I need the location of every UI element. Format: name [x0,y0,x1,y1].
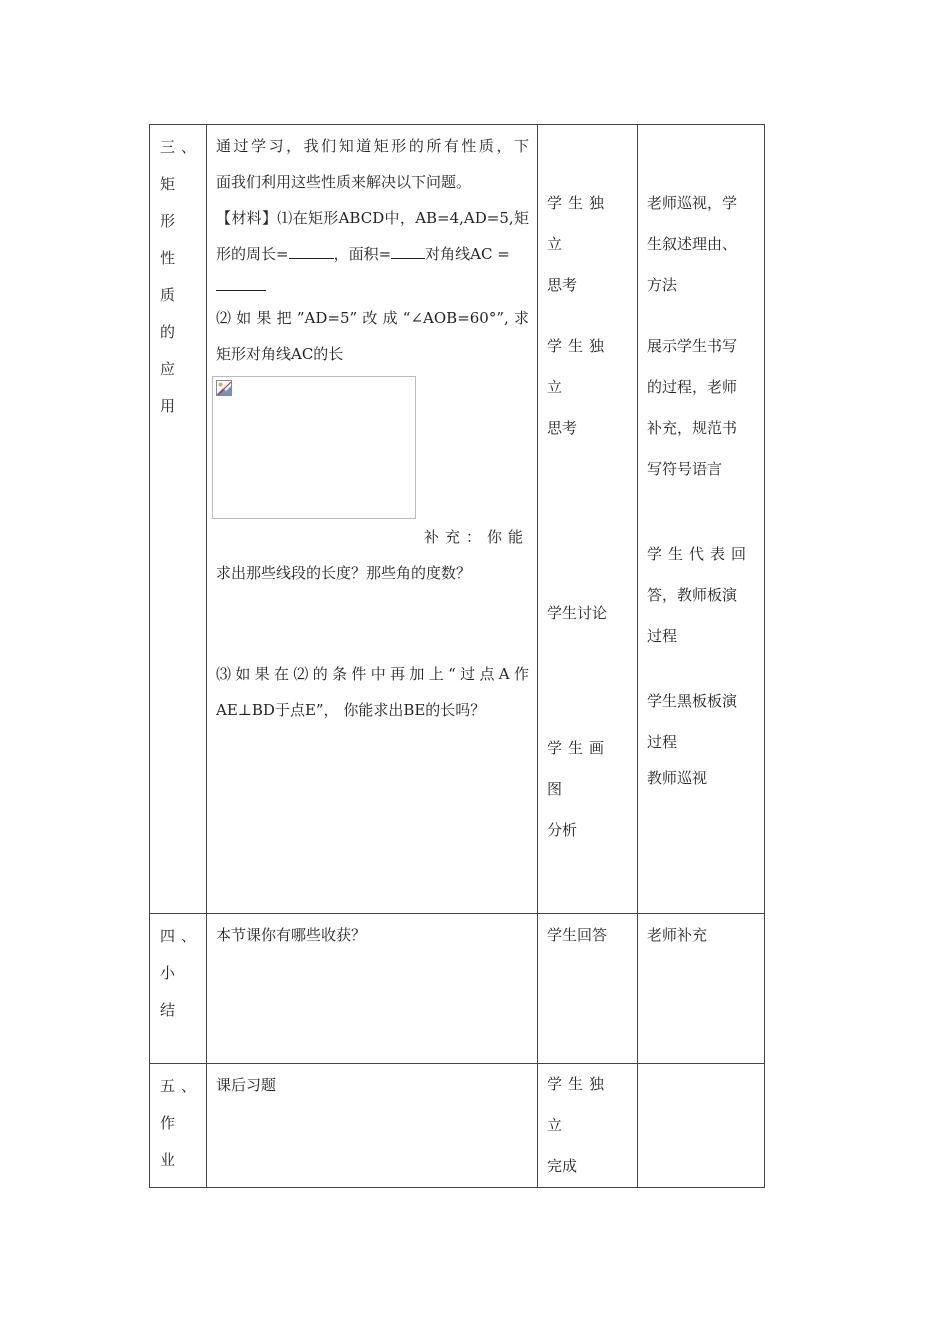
stage-cell [150,914,207,1064]
teacher-activity-text: 方法 [647,276,678,294]
student-activity-text: 学生独立 [547,1075,611,1134]
spacer [547,306,629,326]
student-activity-text: 学生画图 [547,739,611,798]
table-row-homework [150,1064,765,1188]
student-activity-cell [538,125,638,914]
stage-char: 三、 [160,138,203,156]
stage-cell [150,125,207,914]
teacher-activity-cell [638,914,765,1064]
teacher-activity-text: 过程 [647,627,678,645]
spacer [647,490,756,534]
spacer [547,449,629,593]
teacher-activity-text: 老师补充 [647,926,708,944]
supplement-line: 求出那些线段的长度？那些角的度数？ [216,564,472,582]
student-activity-text: 完成 [547,1157,578,1175]
question2-line: 矩形对角线AC的长 [216,345,344,363]
homework-text: 课后习题 [216,1076,277,1094]
material-line: 【材料】⑴在矩形ABCD中，AB=4,AD=5,矩 [216,209,529,227]
stage-char: 质 [160,286,176,304]
teacher-activity-cell [638,125,765,914]
stage-char: 的 [160,323,176,341]
student-activity-text: 学生回答 [547,926,608,944]
teacher-activity-text: 学生黑板板演 [647,692,738,710]
summary-question: 本节课你有哪些收获？ [216,926,367,944]
student-activity-text: 思考 [547,419,578,437]
answer-blank [391,244,425,259]
content-cell [207,914,538,1064]
student-activity-text: 学生讨论 [547,604,608,622]
spacer [216,591,529,656]
teacher-activity-text: 写符号语言 [647,460,723,478]
teacher-activity-text: 答，教师板演 [647,586,738,604]
stage-char: 用 [160,397,176,415]
lesson-plan-table [149,124,765,1188]
student-activity-cell [538,1064,638,1188]
question3-line: ⑶如果在⑵的条件中再加上“过点A作 [216,665,529,683]
perimeter-label: 形的周长= [216,245,289,263]
teacher-activity-text: 展示学生书写 [647,337,738,355]
teacher-activity-text: 过程 [647,733,678,751]
question2-line: ⑵如果把”AD=5”改成“∠AOB=60°”,求 [216,309,529,327]
table-row-application [150,125,765,914]
material-line [216,236,529,272]
student-activity-text: 学生独立 [547,337,611,396]
question3-line: AE⊥BD于点E”， 你能求出BE的长吗？ [216,701,486,719]
answer-blank [216,276,266,291]
stage-char: 结 [160,1001,176,1019]
stage-char: 应 [160,360,176,378]
answer-blank-line [216,272,529,300]
content-cell [207,1064,538,1188]
teacher-activity-text: 学生代表回 [647,545,753,563]
student-activity-cell [538,914,638,1064]
figure-placeholder [212,376,416,519]
intro-line: 面我们利用这些性质来解决以下问题。 [216,173,472,191]
answer-blank [289,244,334,259]
teacher-activity-text: 教师巡视 [647,769,708,787]
student-activity-text: 学生独立 [547,194,611,253]
spacer [647,306,756,326]
area-label: ，面积= [333,245,392,263]
spacer [647,125,756,183]
teacher-activity-text: 老师巡视，学 [647,194,738,212]
stage-char: 作 [160,1114,176,1132]
stage-char: 性 [160,249,176,267]
stage-cell [150,1064,207,1188]
broken-image-icon [216,380,232,396]
teacher-activity-cell [638,1064,765,1188]
content-cell [207,125,538,914]
stage-char: 五、 [160,1077,203,1095]
stage-char: 业 [160,1151,176,1169]
stage-char: 小 [160,964,176,982]
intro-line: 通过学习，我们知道矩形的所有性质，下 [216,137,529,155]
spacer [547,634,629,728]
teacher-activity-text: 补充，规范书 [647,419,738,437]
stage-char: 形 [160,212,176,230]
teacher-activity-text: 生叙述理由、 [647,235,738,253]
diagonal-label: 对角线AC = [425,245,510,263]
student-activity-text: 思考 [547,276,578,294]
spacer [647,657,756,681]
stage-char: 四、 [160,927,203,945]
spacer [547,125,629,183]
student-activity-text: 分析 [547,821,578,839]
supplement-line [216,519,529,555]
stage-char: 矩 [160,175,176,193]
supplement-text: 补充：你能 [423,528,529,546]
teacher-activity-text: 的过程，老师 [647,378,738,396]
table-row-summary [150,914,765,1064]
